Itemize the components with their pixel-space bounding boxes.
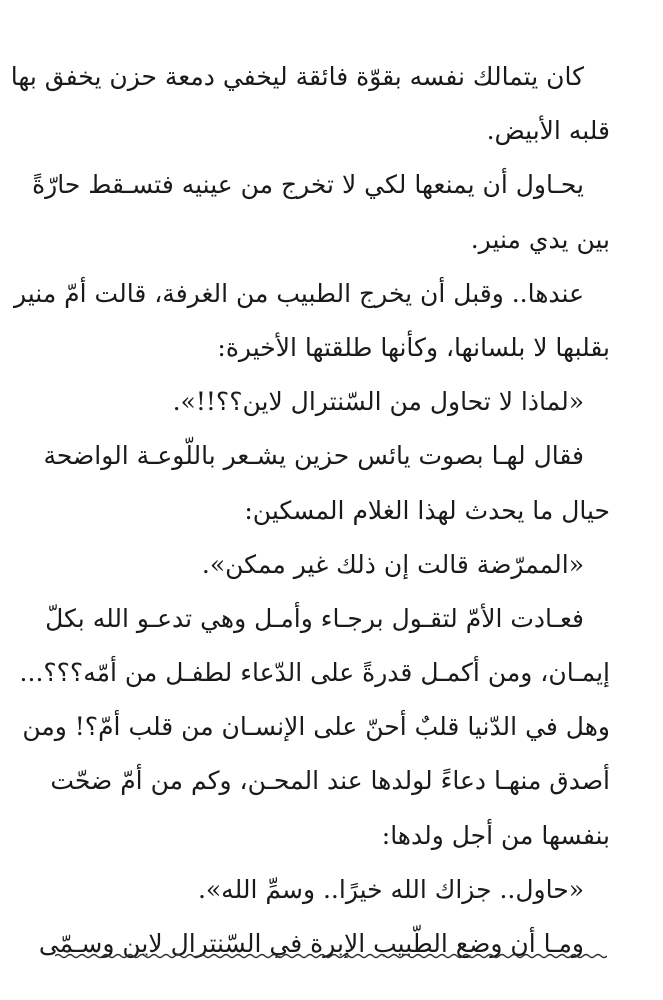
wavy-divider-ornament	[55, 950, 607, 962]
quoted-line: «الممرّضة قالت إن ذلك غير ممكن».	[201, 549, 584, 579]
text-line: يحـاول أن يمنعها لكي لا تخرج من عينيه فتسـقط حارّةً	[32, 170, 584, 200]
page-text	[10, 50, 610, 971]
text-line: إيمـان، ومن أكمـل قدرةً على الدّعاء لطفـل من أمّه؟؟؟...	[19, 658, 610, 688]
text-line: حيال ما يحدث لهذا الغلام المسكين:	[244, 495, 610, 525]
text-line: كان يتمالك نفسه بقوّة فائقة ليخفي دمعة حزن يخفق بها	[10, 62, 584, 91]
text-line: بقلبها لا بلسانها، وكأنها طلقتها الأخيرة:	[217, 332, 610, 362]
text-line: فعـادت الأمّ لتقـول برجـاء وأمـل وهي تدعـو الله بكلّ	[45, 603, 584, 633]
text-line: عندها.. وقبل أن يخرج الطبيب من الغرفة، قالت أمّ منير	[13, 278, 584, 308]
text-line: وهل في الدّنيا قلبٌ أحنّ على الإنسـان من قلب أمّ؟! ومن	[22, 712, 610, 742]
text-line: فقال لهـا بصوت يائس حزين يشـعر باللّوعـة الواضحة	[43, 441, 584, 471]
text-line: قلبه الأبيض.	[486, 116, 610, 146]
quoted-line: «لماذا لا تحاول من السّنترال لاين؟؟!!».	[172, 387, 584, 417]
text-line: ومـا أن وضع الطّبيب الإبرة في السّنترال لاين وسـمّى	[38, 929, 584, 958]
text-line: أصدق منهـا دعاءً لولدها عند المحـن، وكم من أمّ ضحّت	[50, 766, 610, 796]
quoted-line: «حاول.. جزاك الله خيرًا.. وسمِّ الله».	[197, 874, 584, 904]
text-line: بين يدي منير.	[470, 224, 610, 254]
text-line: بنفسها من أجل ولدها:	[381, 820, 610, 850]
